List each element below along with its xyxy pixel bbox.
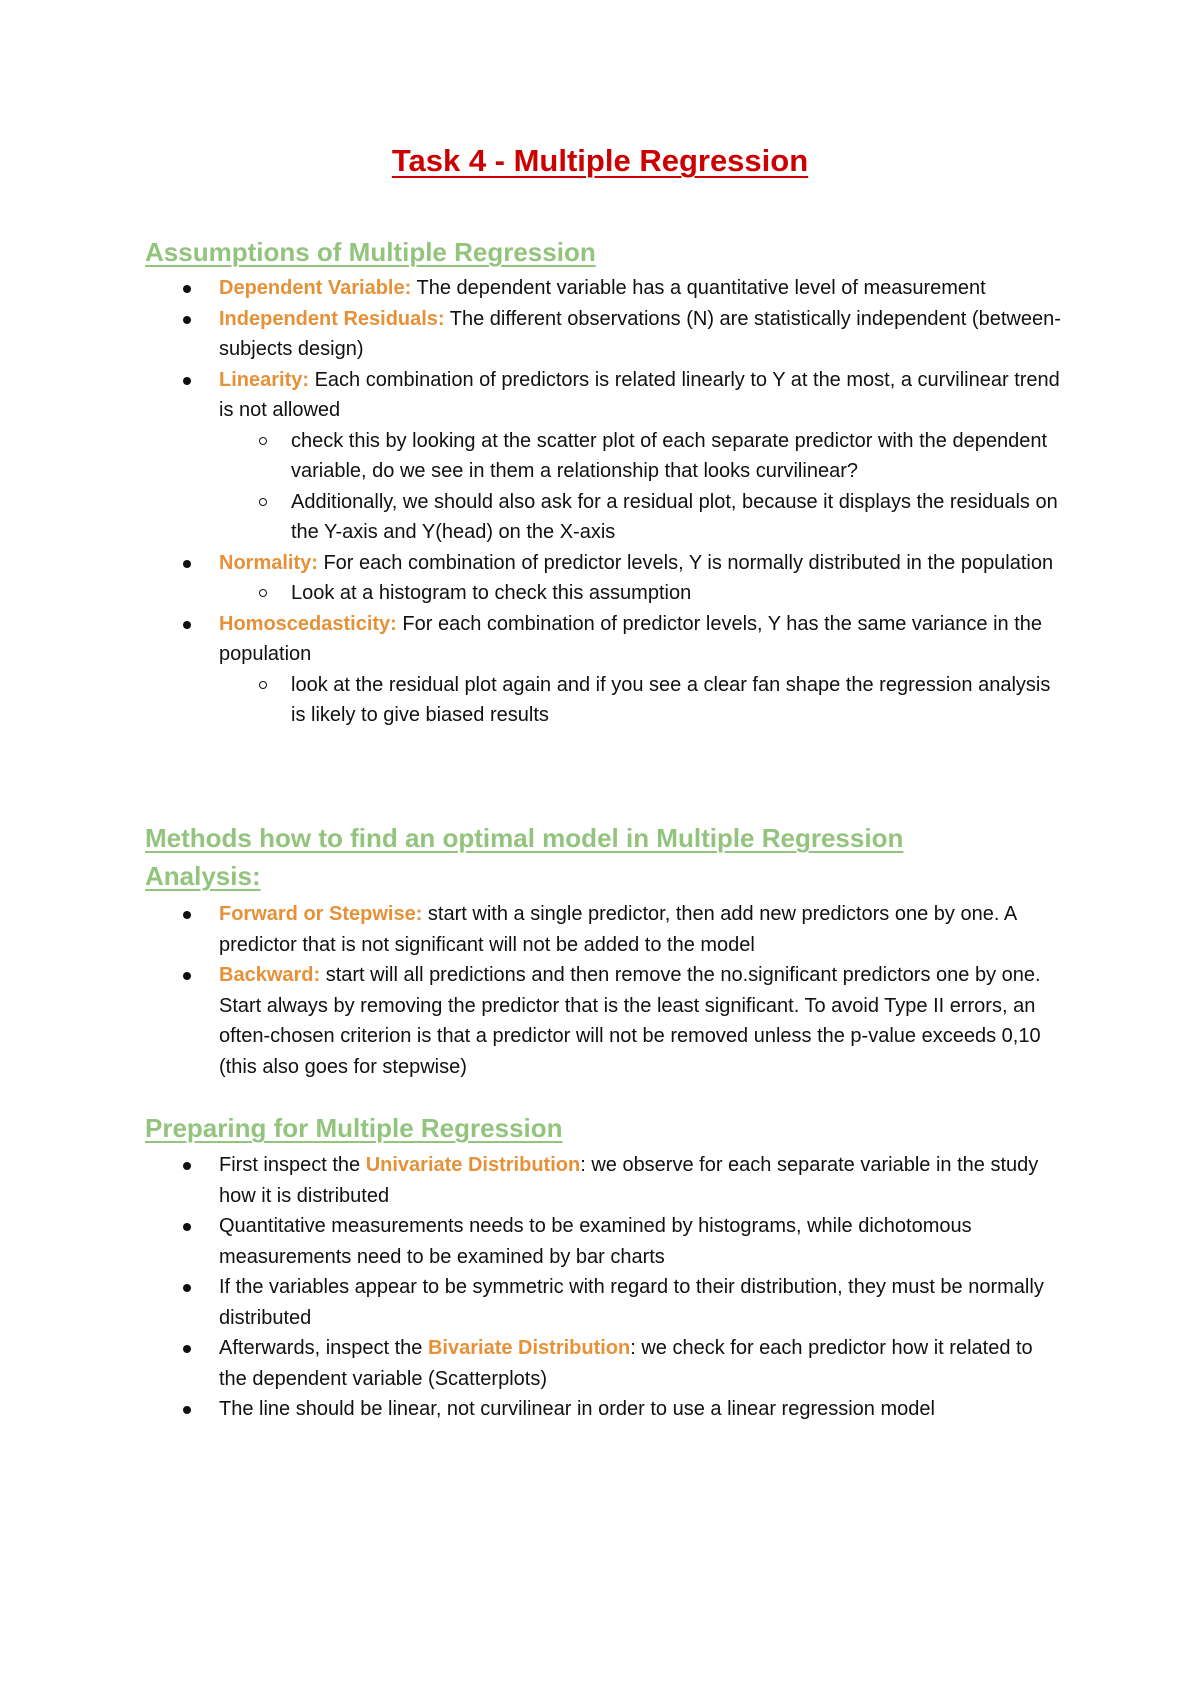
sub-list [219,578,1065,609]
methods-list [145,899,1065,1082]
term-label: Independent Residuals: [219,307,445,330]
term-label: Forward or Stepwise: [219,903,423,925]
list-item [145,1333,1065,1394]
list-item [145,273,1065,304]
item-text: The different observations (N) are statistically independent (between-subjects design) [219,307,1061,360]
item-text: : we check for each predictor how it related to the dependent variable (Scatterplots) [219,1337,1033,1390]
list-item [145,304,1065,365]
sub-list-item: check this by looking at the scatter plot of each separate predictor with the dependent variable, do we see in them a relationship that looks curvilinear? [219,426,1065,487]
list-item [145,365,1065,548]
sub-list [219,670,1065,731]
preparing-list [145,1150,1065,1425]
term-label: Normality: [219,551,318,574]
list-item: If the variables appear to be symmetric with regard to their distribution, they must be normally distributed [145,1272,1065,1333]
list-item: The line should be linear, not curvilinear in order to use a linear regression model [145,1394,1065,1425]
section-heading-assumptions: Assumptions of Multiple Regression [145,237,596,267]
sub-list-item: Additionally, we should also ask for a residual plot, because it displays the residuals on the Y-axis and Y(head) on the X-axis [219,487,1065,548]
item-text: : we observe for each separate variable in the study how it is distributed [219,1154,1039,1207]
term-label: Dependent Variable: [219,277,412,299]
item-prefix: Afterwards, inspect the [219,1337,428,1359]
list-item [145,960,1065,1082]
item-text: For each combination of predictor levels, Y is normally distributed in the population [317,551,1054,574]
term-label: Backward: [219,964,321,986]
list-item [145,609,1065,731]
item-text: start will all predictions and then remove the no.significant predictors one by one. Start always by removing the predictor that is the least significant. To avoid Type II errors, an often-chosen criterion is that a predictor will not be removed unless the p-value exceeds 0,10 (this also goes for stepwise) [219,964,1041,1078]
list-item [145,548,1065,609]
item-prefix: First inspect the [219,1154,366,1176]
item-text: Each combination of predictors is related linearly to Y at the most, a curvilinear trend is not allowed [219,368,1060,421]
sub-list-item: Look at a histogram to check this assumption [219,578,1065,609]
list-item: Quantitative measurements needs to be examined by histograms, while dichotomous measurements need to be examined by bar charts [145,1211,1065,1272]
list-item [145,899,1065,960]
assumptions-list [145,273,1065,731]
list-item [145,1150,1065,1211]
term-label: Homoscedasticity: [219,612,397,635]
term-label: Univariate Distribution [365,1154,581,1176]
item-text: For each combination of predictor levels, Y has the same variance in the population [219,612,1043,665]
term-label: Linearity: [219,368,310,391]
sub-list [219,426,1065,548]
sub-list-item: look at the residual plot again and if you see a clear fan shape the regression analysis is likely to give biased results [219,670,1065,731]
section-heading-preparing: Preparing for Multiple Regression [145,1113,563,1143]
item-text: The dependent variable has a quantitative level of measurement [411,277,986,299]
item-text: start with a single predictor, then add new predictors one by one. A predictor that is not significant will not be added to the model [219,903,1017,956]
page-title: Task 4 - Multiple Regression [391,143,809,178]
section-heading-methods: Methods how to find an optimal model in Multiple Regression Analysis: [145,823,904,891]
term-label: Bivariate Distribution [427,1337,631,1359]
